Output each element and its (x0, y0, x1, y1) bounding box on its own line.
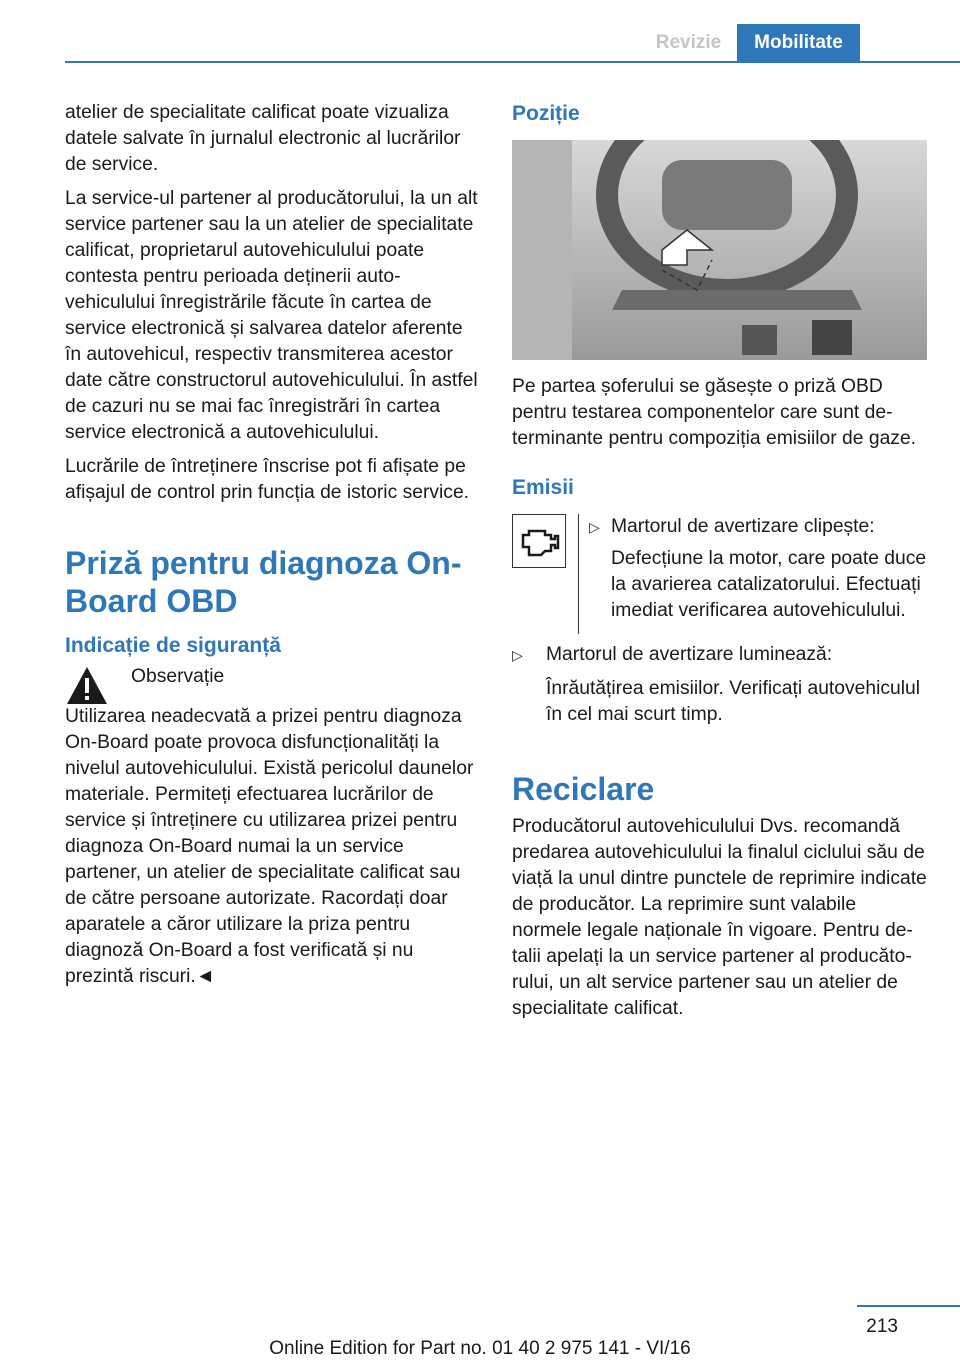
list-item-title: Martorul de avertizare luminează: (546, 644, 833, 665)
right-column (512, 100, 930, 1030)
check-engine-icon (512, 514, 566, 568)
warning-triangle-icon (65, 664, 109, 708)
list-item-text: Defecțiune la motor, care poate duce la avarierea catalizatorului. Efectuați imediat verificarea autovehiculului. (611, 548, 927, 621)
subsection-title-position: Poziție (512, 102, 580, 125)
warning-title: Observație (131, 666, 225, 687)
tab-mobilitate[interactable]: Mobilitate (737, 24, 860, 61)
list-item-text: Înrăutățirea emisiilor. Verificați autovehiculul în cel mai scurt timp. (546, 678, 921, 725)
warning-text: Utilizarea neadecvată a prizei pentru diagnoza On-Board poate provoca disfuncționalități la nivelul autovehiculului. Există pericolul daunelor materiale. Permiteți efectuarea lucrărilor de service și întreținere cu utilizarea prizei pentru diagnoza On-Board numai la un service partener, un atelier de specialitate calificat sau de către persoane autorizate. Racordați doar aparatele a căror utilizare la priza pentru diagnoză On-Board a fost verificată și nu prezintă riscuri.◄ (65, 706, 474, 987)
obd-location-photo (512, 140, 927, 360)
footer-rule (857, 1305, 960, 1307)
triangle-right-icon: ▷ (589, 519, 600, 535)
list-item (589, 514, 930, 630)
subsection-title-emissions: Emisii (512, 476, 574, 499)
paragraph: La service-ul partener al producătorului, la un alt service partener sau la un atelier de specialitate calificat, proprietarul autovehiculului poate contesta pentru perioada deținerii autovehiculului înregistrările făcute în cartea de service electronică și salvarea datelor aferente în autovehicul, respectiv transmiterea acestor date către constructorul autovehiculului. În astfel de cazuri nu se mai fac înregistrări în cartea service electronică a autovehiculului. (65, 188, 478, 443)
tab-revizie[interactable]: Revizie (655, 32, 722, 53)
warning-block (65, 664, 480, 708)
paragraph: Producătorul autovehiculului Dvs. recomandă predarea autovehiculului la finalul ciclului său de viață la unul dintre punctele de reprimire indicate de producător. La reprimire sunt valabile normele legale naționale în vigoare. Pentru detalii apelați la un service partener al producătorului, un alt service partener sau un atelier de specialitate calificat. (512, 816, 927, 1019)
left-column (65, 100, 480, 998)
list-item-title: Martorul de avertizare clipește: (611, 516, 875, 537)
section-title-obd: Priză pentru diagnoza On-Board OBD (65, 545, 462, 619)
list-item (512, 642, 930, 736)
footer-edition: Online Edition for Part no. 01 40 2 975 141 - VI/16 (269, 1338, 691, 1359)
emissions-row (512, 514, 930, 634)
subsection-title-safety: Indicație de siguranță (65, 634, 281, 657)
paragraph: Pe partea șoferului se găsește o priză OBD pentru testarea componentelor care sunt determinante pentru compoziția emisiilor de gaze. (512, 376, 917, 449)
section-title-recycling: Reciclare (512, 771, 655, 807)
triangle-right-icon: ▷ (512, 647, 523, 663)
emissions-list (578, 514, 930, 634)
paragraph: Lucrările de întreținere înscrise pot fi afișate pe afișajul de control prin funcția de istoric service. (65, 456, 470, 503)
page-number: 213 (866, 1316, 898, 1337)
paragraph: atelier de specialitate calificat poate vizualiza datele salvate în jurnalul electronic al lucrărilor de service. (65, 102, 461, 175)
header-rule (65, 61, 960, 63)
